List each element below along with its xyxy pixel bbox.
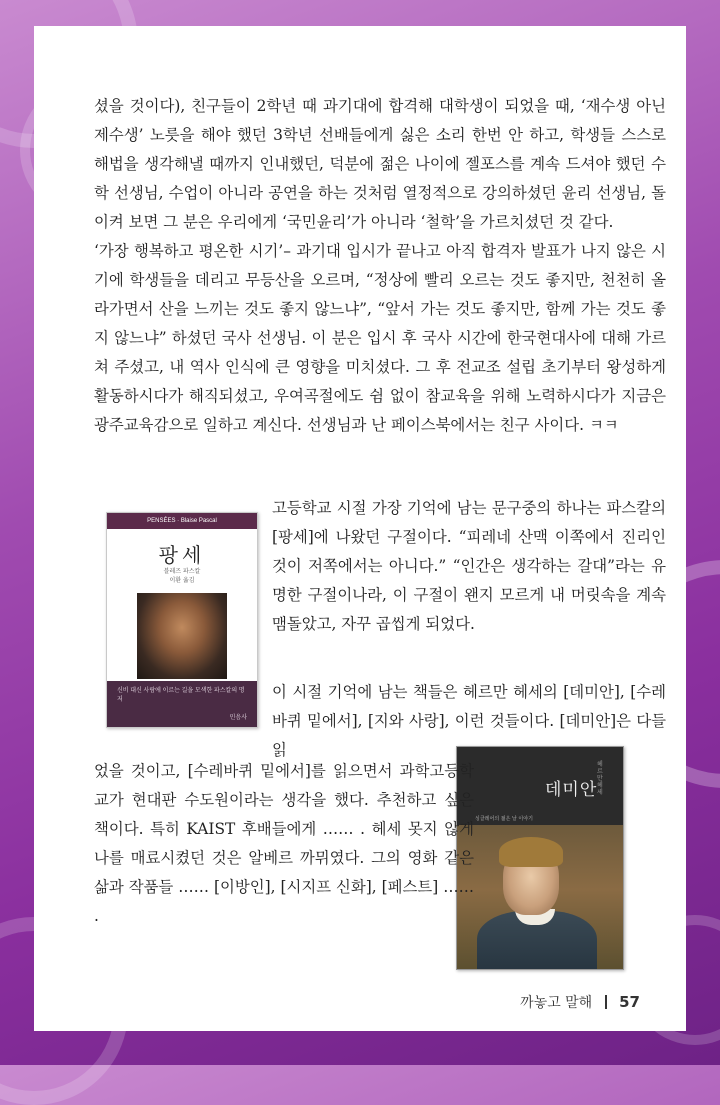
page-number: 57 [619,993,640,1011]
paragraph-text: 셨을 것이다), 친구들이 2학년 때 과기대에 합격해 대학생이 되었을 때, ‘재수생 아닌 제수생’ 노릇을 해야 했던 3학년 선배들에게 싫은 소리 한번 안 하고, 학생들 스스로 해법을 생각해낼 때까지 인내했던, 덕분에 젊은 나이에 젤포스를 계속 드셔야 했던 수학 선생님, 수업이 아니라 공연을 하는 것처럼 열정적으로 강의하셨던 윤리 선생님, 돌이켜 보면 그 분은 우리에게 ‘국민윤리’가 아니라 ‘철학’을 가르치셨던 것 같다. [94,97,666,231]
paragraph-pascal: 고등학교 시절 가장 기억에 남는 문구중의 하나는 파스칼의 [팡세]에 나왔던 구절이다. “피레네 산맥 이쪽에서 진리인 것이 저쪽에서는 아니다.” “인간은 생각하는 갈대”라는 유명한 구절이나라, 이 구절이 왠지 모르게 내 머릿속을 계속 맴돌았고, 자꾸 곱씹게 되었다. [272,499,666,633]
book-title: 데미안 [545,780,598,799]
paragraph-teachers [94,92,666,440]
footer-title: 까놓고 말해 [520,995,593,1011]
portrait-hair [499,837,563,867]
page-footer [520,992,640,1012]
book-author [107,567,257,585]
paragraph-text: 었을 것이고, [수레바퀴 밑에서]를 읽으면서 과학고등학교가 현대판 수도원이라는 생각을 했다. 추천하고 싶은 책이다. 특히 KAIST 후배들에게 …… . 헤세 못지 않게 나를 매료시켰던 것은 알베르 까뮈였다. 그의 영화 같은 삶과 작품들 …… [이방인], [시지프 신화], [페스트] …… . [94,762,474,925]
paragraph-books-start: 이 시절 기억에 남는 책들은 헤르만 헤세의 [데미안], [수레바퀴 밑에서], [지와 사랑], 이런 것들이다. [데미안]은 다들 읽 [272,683,666,759]
book-title: 팡세 [158,543,206,567]
boy-portrait-image [457,825,623,969]
paragraph-books-continued [94,757,474,931]
page-sheet [34,26,686,1031]
book-series-bar: PENSÉES · Blaise Pascal [107,513,257,529]
book-subtitle: 싱클레어의 젊은 날 이야기 [475,816,533,822]
book-publisher: 민음사 [229,715,247,721]
book-band [107,681,257,727]
book-cover-demian [456,746,624,970]
book-side-text: 헤르만 헤세 [597,761,603,796]
book-author-name: 블레즈 파스칼 [163,568,201,575]
book-cover-pensees [106,512,258,728]
pascal-portrait-image [137,593,227,679]
footer-separator [605,995,607,1009]
book-translator: 이환 옮김 [169,577,195,584]
paragraph-text: ‘가장 행복하고 평온한 시기’– 과기대 입시가 끝나고 아직 합격자 발표가 나지 않은 시기에 학생들을 데리고 무등산을 오르며, “정상에 빨리 오르는 것도 좋지만, 천천히 올라가면서 산을 느끼는 것도 좋지 않느냐”, “앞서 가는 것도 좋지만, 함께 가는 것도 좋지 않느냐” 하셨던 국사 선생님. 이 분은 입시 후 국사 시간에 한국현대사에 대해 가르쳐 주셨고, 내 역사 인식에 큰 영향을 미치셨다. 그 후 전교조 설립 초기부터 왕성하게 활동하시다가 해직되셨고, 우여곡절에도 쉼 없이 참교육을 위해 노력하시다가 지금은 광주교육감으로 일하고 계신다. 선생님과 난 페이스북에서는 친구 사이다. ㅋㅋ [94,242,666,434]
book-band-text: 신비 대신 사람에 이르는 길을 모색한 파스칼의 명저 [117,688,245,703]
